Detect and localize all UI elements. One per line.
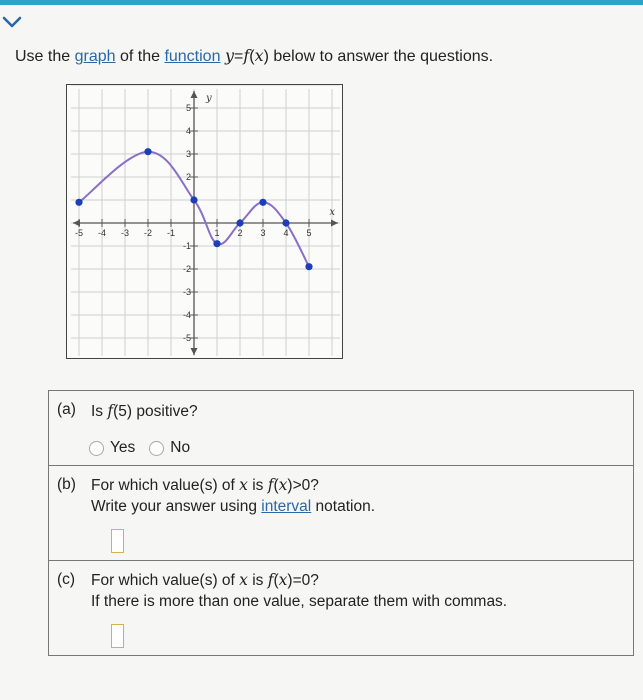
graph-point xyxy=(75,199,82,206)
x-axis-arrow-right xyxy=(331,220,338,227)
no-label[interactable]: No xyxy=(170,439,191,456)
top-accent-bar xyxy=(0,0,643,5)
x-tick-label: -4 xyxy=(97,228,107,238)
y-tick-label: 4 xyxy=(185,126,191,136)
question-a-text: Is f(5) positive? xyxy=(91,402,198,420)
question-a-options xyxy=(89,439,190,457)
function-graph xyxy=(66,84,343,359)
graph-canvas xyxy=(67,85,344,360)
x-axis-label: x xyxy=(329,207,335,218)
y-tick-label: 5 xyxy=(185,103,191,113)
answer-c-input[interactable] xyxy=(111,624,124,648)
x-tick-label: -5 xyxy=(74,228,84,238)
question-a-label: (a) xyxy=(57,401,76,418)
y-axis-arrow-up xyxy=(191,91,198,98)
graph-point xyxy=(259,199,266,206)
answer-b-input[interactable] xyxy=(111,529,124,553)
function-link[interactable]: function xyxy=(164,48,221,65)
graph-point xyxy=(236,219,243,226)
yes-radio[interactable] xyxy=(89,441,104,456)
question-b-label: (b) xyxy=(57,476,76,493)
question-c-text: For which value(s) of x is f(x)=0? If there is more than one value, separate them with commas. xyxy=(91,571,508,610)
graph-point xyxy=(190,196,197,203)
x-tick-label: -3 xyxy=(120,228,130,238)
x-tick-label: 1 xyxy=(214,228,220,238)
instructions: Use the graph of the function y=f(x) below to answer the questions. xyxy=(15,46,494,65)
question-b-text: For which value(s) of x is f(x)>0? Write your answer using interval notation. xyxy=(91,476,376,515)
x-tick-label: 3 xyxy=(260,228,266,238)
graph-point xyxy=(305,263,312,270)
y-tick-label: 2 xyxy=(185,172,191,182)
yes-label[interactable]: Yes xyxy=(110,439,136,456)
graph-point xyxy=(213,240,220,247)
chevron-down-icon[interactable] xyxy=(0,10,24,34)
question-b-panel xyxy=(48,465,634,561)
y-tick-label: -3 xyxy=(182,287,191,297)
y-tick-label: -5 xyxy=(182,333,191,343)
y-axis-label: y xyxy=(206,93,212,104)
x-tick-label: 5 xyxy=(306,228,312,238)
question-c-label: (c) xyxy=(57,571,76,588)
interval-link[interactable]: interval xyxy=(261,498,312,515)
y-tick-label: -2 xyxy=(182,264,191,274)
y-tick-label: -4 xyxy=(182,310,191,320)
x-tick-label: -2 xyxy=(143,228,153,238)
graph-point xyxy=(282,219,289,226)
x-tick-label: -1 xyxy=(166,228,176,238)
question-c-panel xyxy=(48,560,634,656)
no-radio[interactable] xyxy=(149,441,164,456)
graph-link[interactable]: graph xyxy=(74,48,116,65)
question-a-panel xyxy=(48,390,634,466)
y-tick-label: -1 xyxy=(182,241,191,251)
graph-point xyxy=(144,148,151,155)
x-tick-label: 2 xyxy=(237,228,243,238)
x-tick-label: 4 xyxy=(283,228,289,238)
y-tick-label: 3 xyxy=(185,149,191,159)
y-axis-arrow-down xyxy=(191,348,198,355)
